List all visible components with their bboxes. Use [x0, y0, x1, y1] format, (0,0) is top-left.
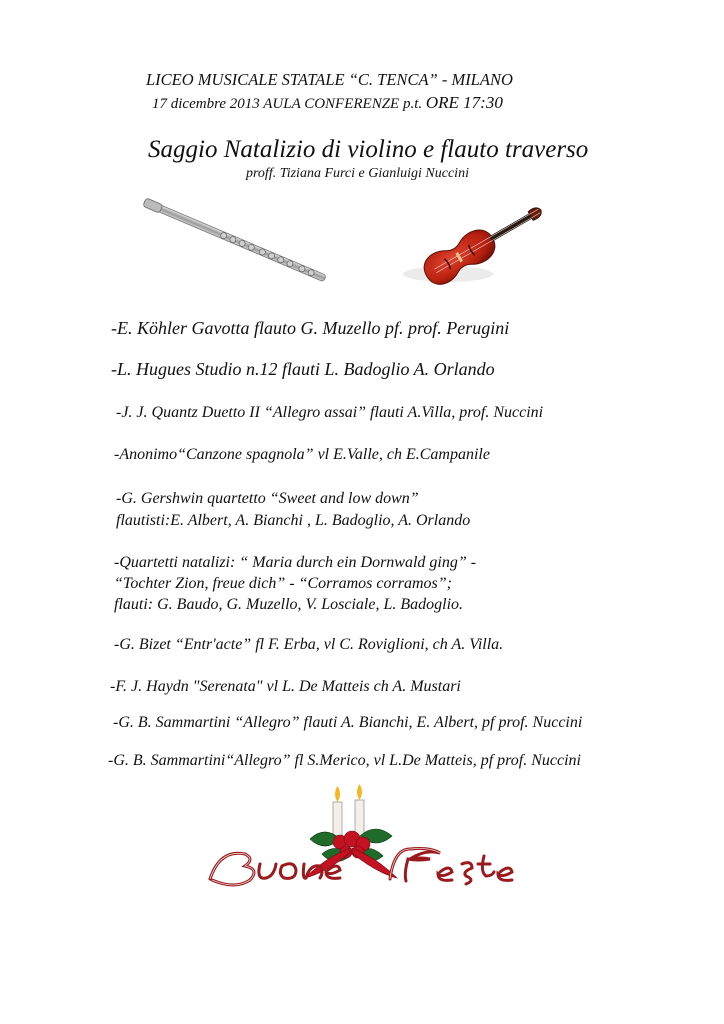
- program-item-5: [116, 488, 470, 532]
- program-item-4: [114, 446, 490, 464]
- program-item-1: [111, 318, 509, 339]
- program-line: -Quartetti natalizi: “ Maria durch ein Dornwald ging” -: [114, 554, 477, 571]
- event-time: ORE 17:30: [425, 93, 503, 112]
- school-name: LICEO MUSICALE STATALE “C. TENCA” - MILANO: [146, 70, 513, 89]
- program-line: -G. B. Sammartini“Allegro” fl S.Merico, vl L.De Matteis, pf prof. Nuccini: [108, 752, 581, 769]
- date-place: [152, 93, 503, 113]
- program-item-8: [110, 678, 461, 696]
- program-line: -F. J. Haydn "Serenata" vl L. De Matteis ch A. Mustari: [110, 678, 461, 695]
- program-item-10: [108, 752, 581, 770]
- event-title: Saggio Natalizio di violino e flauto traverso: [148, 136, 589, 163]
- program-line: -G. B. Sammartini “Allegro” flauti A. Bianchi, E. Albert, pf prof. Nuccini: [113, 714, 583, 731]
- program-line: -L. Hugues Studio n.12 flauti L. Badoglio A. Orlando: [111, 359, 495, 379]
- program-item-6: [114, 552, 476, 615]
- program-item-2: [111, 359, 495, 380]
- program-line: flauti: G. Baudo, G. Muzello, V. Losciale, L. Badoglio.: [114, 596, 464, 613]
- program-line: -J. J. Quantz Duetto II “Allegro assai” flauti A.Villa, prof. Nuccini: [116, 404, 544, 421]
- violin-icon: [400, 196, 560, 296]
- program-item-9: [113, 714, 582, 732]
- program-line: -G. Gershwin quartetto “Sweet and low down”: [116, 490, 419, 507]
- program-line: flautisti:E. Albert, A. Bianchi , L. Badoglio, A. Orlando: [116, 512, 471, 529]
- date-place-text: 17 dicembre 2013 AULA CONFERENZE p.t.: [152, 96, 423, 112]
- teachers: proff. Tiziana Furci e Gianluigi Nuccini: [246, 166, 469, 181]
- program-line: -E. Köhler Gavotta flauto G. Muzello pf. prof. Perugini: [111, 318, 510, 338]
- program-item-3: [116, 404, 543, 422]
- program-line: -Anonimo“Canzone spagnola” vl E.Valle, ch E.Campanile: [114, 446, 490, 463]
- flute-icon: [140, 196, 340, 296]
- program-line: “Tochter Zion, freue dich” - “Corramos corramos”;: [114, 575, 452, 592]
- buone-feste-logo: [200, 784, 530, 904]
- program-item-7: [114, 636, 503, 654]
- program-line: -G. Bizet “Entr'acte” fl F. Erba, vl C. Roviglioni, ch A. Villa.: [114, 636, 504, 653]
